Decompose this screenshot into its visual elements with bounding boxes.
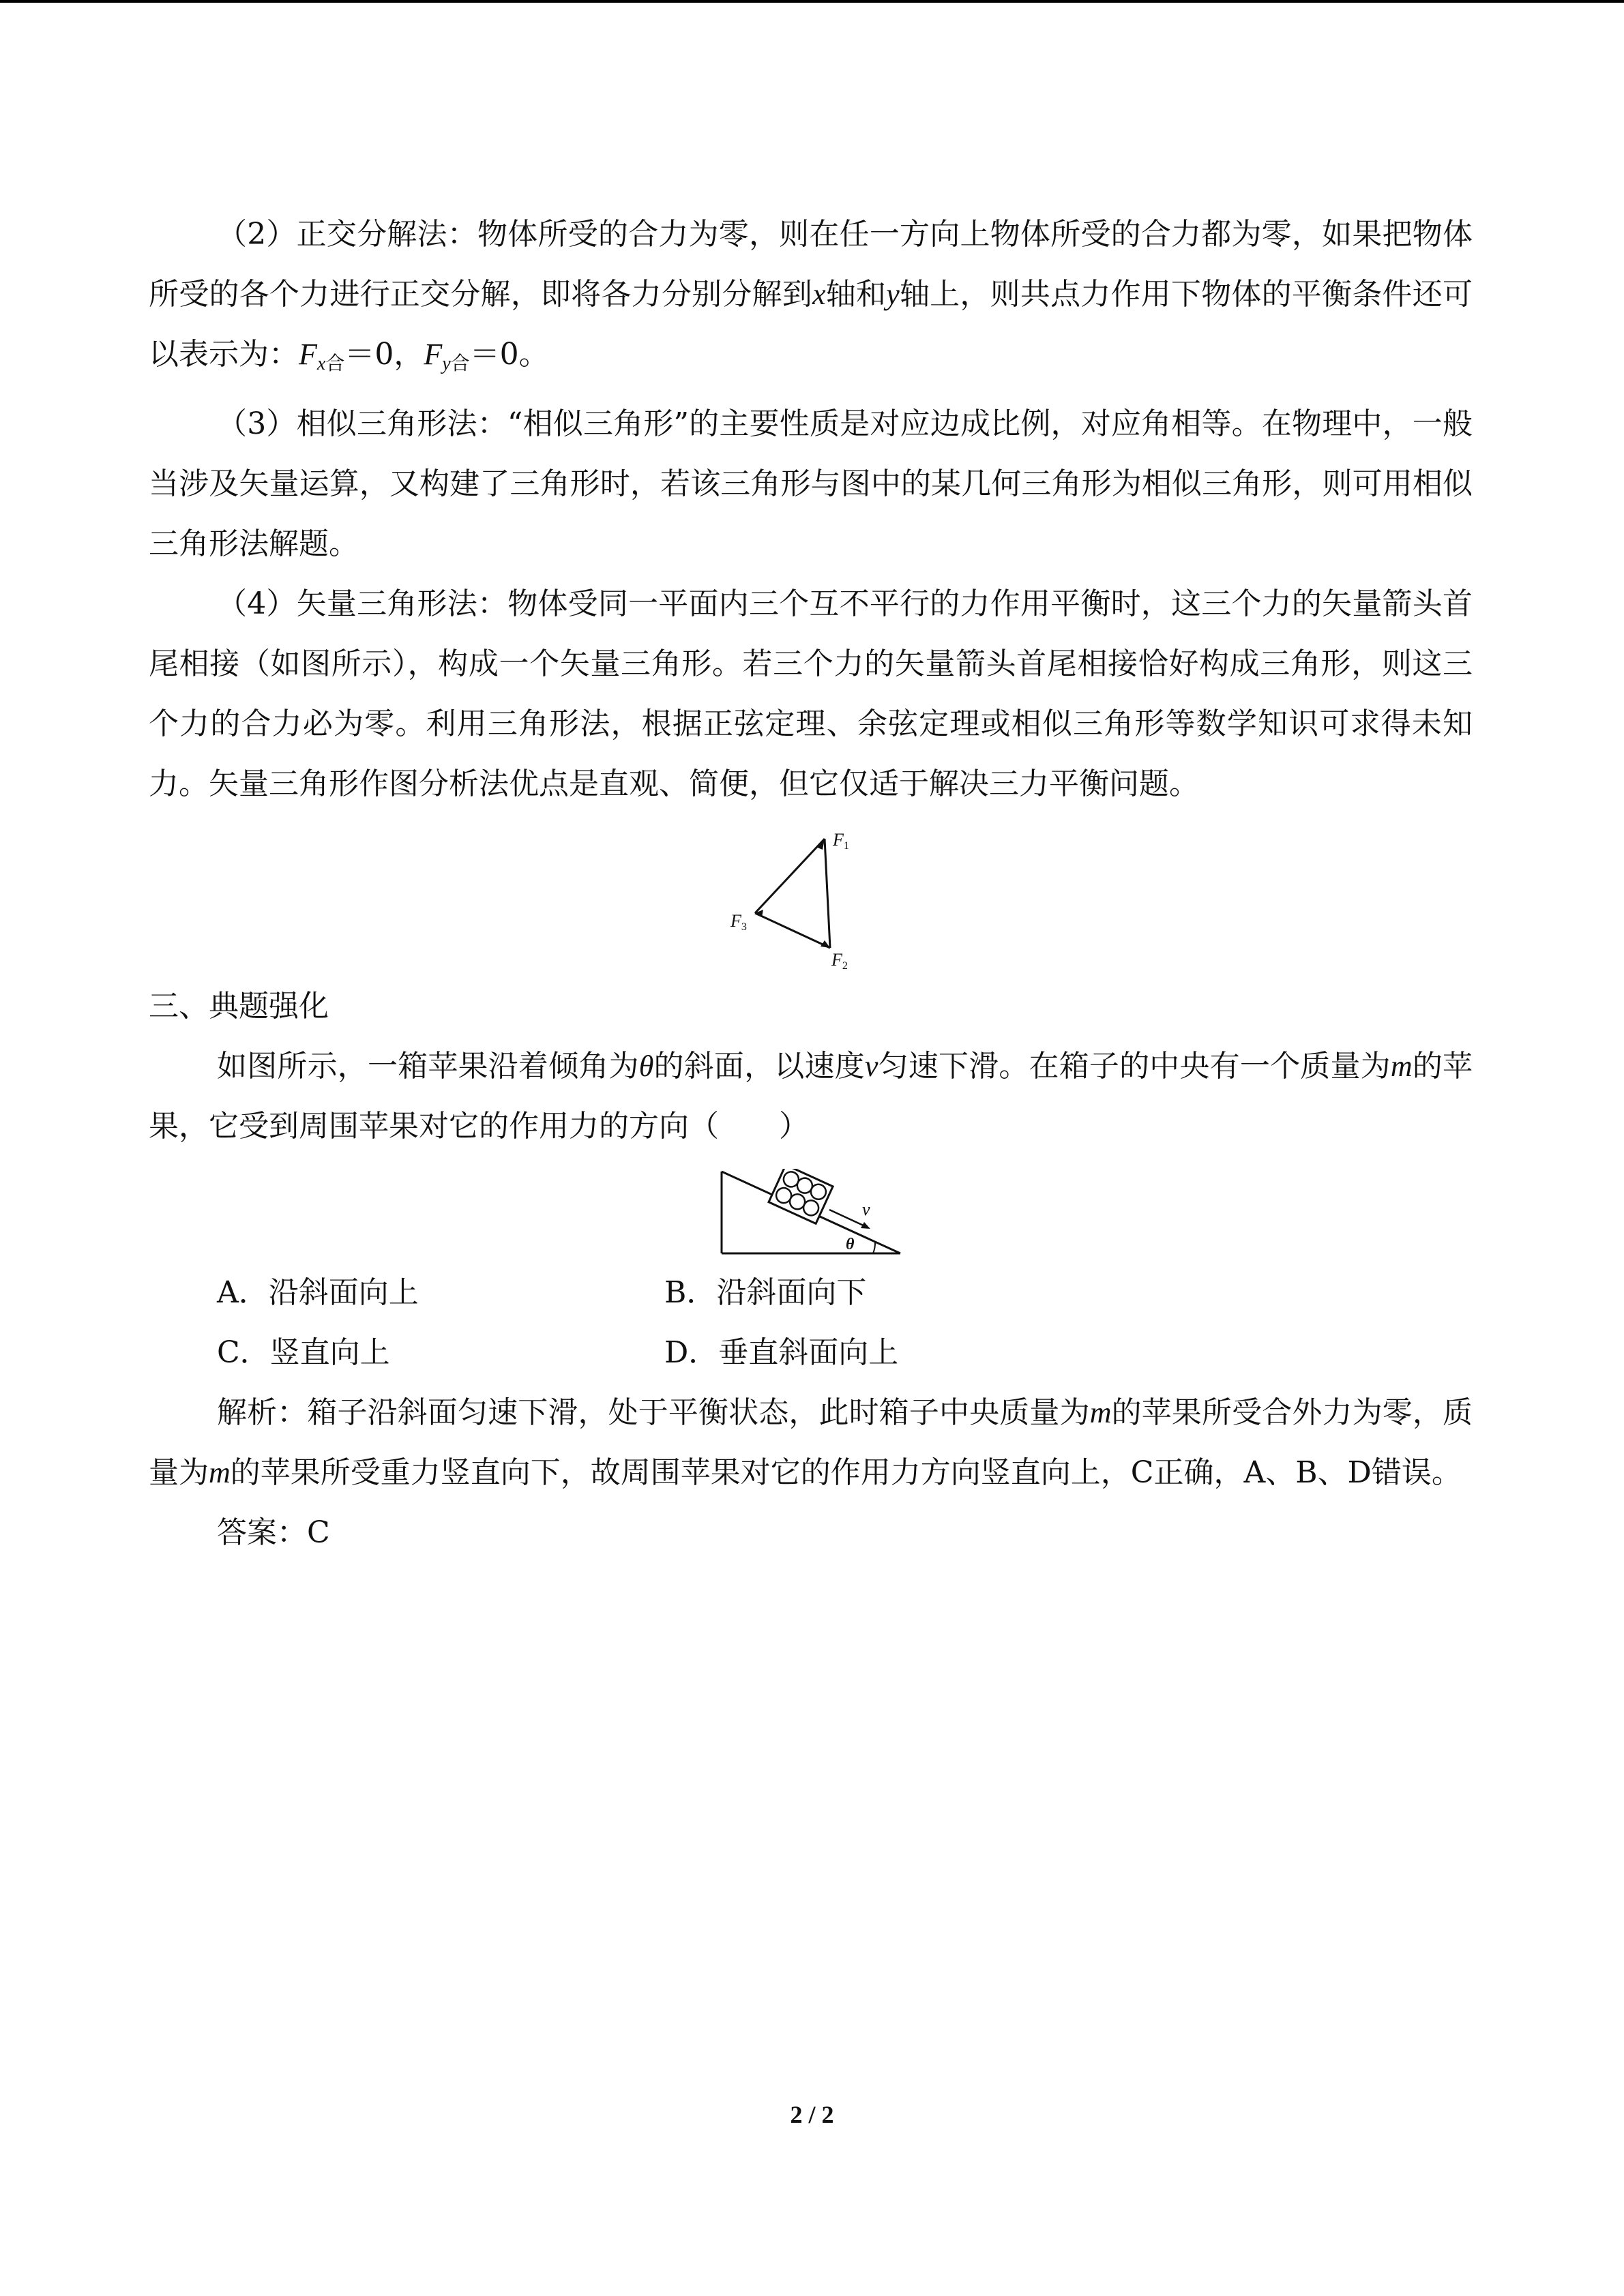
f1-side <box>825 839 830 948</box>
mass-symbol: m <box>209 1456 231 1489</box>
angle-arc <box>873 1242 875 1253</box>
analysis-part2: 的苹果所受合外力为零，质量为 <box>149 1395 1473 1490</box>
mass-symbol: m <box>1390 1049 1413 1083</box>
vector-triangle-figure <box>149 829 1473 974</box>
answer-options <box>149 1263 1473 1383</box>
var-x: x <box>812 278 826 311</box>
theta-symbol: θ <box>638 1049 654 1083</box>
paragraph-orthogonal-decomposition <box>149 205 1473 394</box>
answer-line: 答案：C <box>217 1515 330 1550</box>
question-part3: 匀速下滑。在箱子的中央有一个质量为 <box>878 1049 1391 1084</box>
f2-label: F2 <box>831 950 848 972</box>
mass-symbol: m <box>1089 1396 1112 1429</box>
fx-symbol: F <box>299 338 317 371</box>
fx-subscript <box>317 352 344 374</box>
option-c[interactable]: C．竖直向上 <box>217 1335 390 1370</box>
f1-label: F1 <box>832 830 849 852</box>
question-part2: 的斜面，以速度 <box>653 1049 865 1084</box>
fy-subscript <box>442 352 469 374</box>
option-d[interactable]: D．垂直斜面向上 <box>664 1335 899 1370</box>
p2-mid: 轴和 <box>825 277 887 312</box>
paragraph-similar-triangles: （3）相似三角形法：“相似三角形”的主要性质是对应边成比例，对应角相等。在物理中，一般当涉及矢量运算，又构建了三角形时，若该三角形与图中的某几何三角形为相似三角形，则可用相似三角形法解题。 <box>149 406 1473 561</box>
section-heading: 三、典题强化 <box>149 989 329 1024</box>
fx-sub-var: x <box>316 353 326 374</box>
apple-box <box>769 1169 833 1223</box>
p2-lead: （2）正交分解法：物体所受的合力为零，则在任一方向上物体所受的合力都为零，如果把物体所受的各个力进行正交分解，即将各力分别分解到 <box>149 217 1473 312</box>
fx-equation: ＝0， <box>344 337 424 372</box>
var-y: y <box>886 278 900 311</box>
option-b[interactable]: B．沿斜面向下 <box>664 1275 867 1310</box>
fy-sub-var: y <box>442 353 451 374</box>
fy-equation: ＝0。 <box>469 337 549 372</box>
vector-triangle-diagram <box>729 829 893 974</box>
analysis-part1: 解析：箱子沿斜面匀速下滑，处于平衡状态，此时箱子中央质量为 <box>217 1395 1090 1430</box>
velocity-label: v <box>861 1199 870 1219</box>
fx-sub-text: 合 <box>325 352 345 374</box>
question-part4: 的苹果，它受到周围苹果对它的作用力的方向（ ） <box>149 1049 1473 1144</box>
f2-side <box>755 913 830 948</box>
analysis-part3: 的苹果所受重力竖直向下，故周围苹果对它的作用力方向竖直向上，C正确，A、B、D错误。 <box>230 1455 1462 1490</box>
velocity-symbol: v <box>864 1049 879 1083</box>
analysis-paragraph <box>149 1383 1473 1503</box>
paragraph-vector-triangle: （4）矢量三角形法：物体受同一平面内三个互不平行的力作用平衡时，这三个力的矢量箭头首尾相接（如图所示），构成一个矢量三角形。若三个力的矢量箭头首尾相接恰好构成三角形，则这三个力的合力必为零。利用三角形法，根据正弦定理、余弦定理或相似三角形等数学知识可求得未知力。矢量三角形作图分析法优点是直观、简便，但它仅适于解决三力平衡问题。 <box>149 586 1473 801</box>
option-a[interactable]: A．沿斜面向上 <box>217 1275 419 1310</box>
fy-symbol: F <box>424 338 443 371</box>
page-number: 2 / 2 <box>790 2101 834 2128</box>
f3-label: F3 <box>730 911 747 933</box>
question-stem <box>149 1037 1473 1157</box>
p2-tail: 轴上，则共点力作用下物体的平衡条件还可以表示为： <box>149 277 1473 372</box>
question-part1: 如图所示，一箱苹果沿着倾角为 <box>217 1049 639 1084</box>
f3-side <box>755 839 825 913</box>
box-outline <box>769 1169 833 1223</box>
incline-diagram <box>719 1169 903 1257</box>
incline-figure <box>149 1169 1473 1257</box>
theta-label: θ <box>845 1236 854 1253</box>
fy-sub-text: 合 <box>450 352 470 374</box>
